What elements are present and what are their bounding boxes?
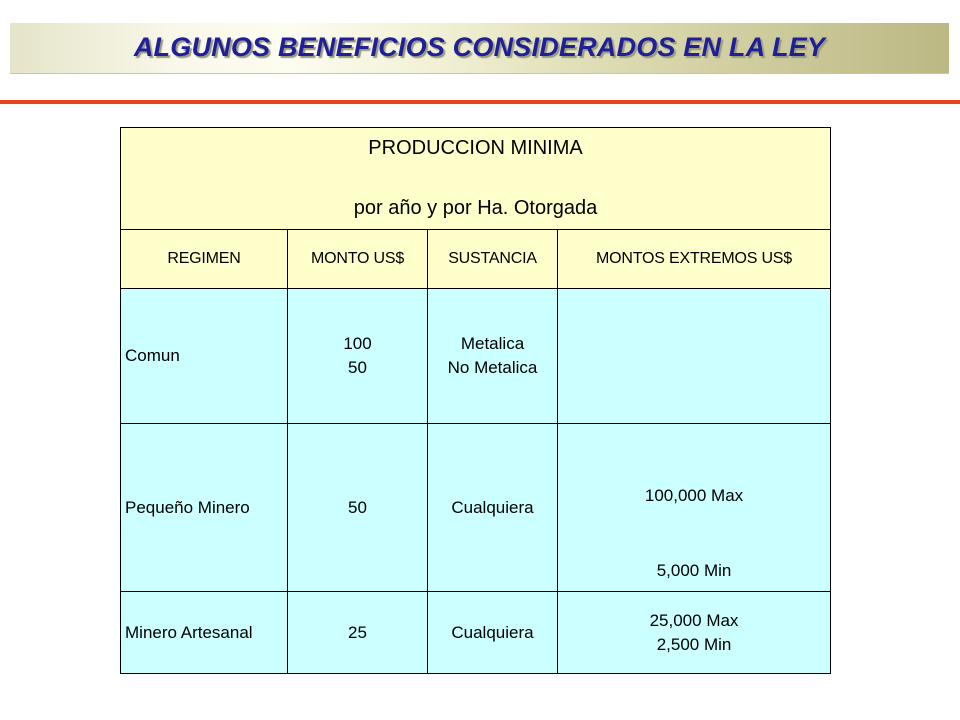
cell-sustancia: Cualquiera (428, 424, 558, 592)
sustancia-value: No Metalica (447, 358, 538, 377)
divider-rule (0, 100, 960, 104)
table-row (121, 424, 831, 592)
cell-montos-extremos (558, 592, 831, 674)
page-title: ALGUNOS BENEFICIOS CONSIDERADOS EN LA LEY (133, 32, 826, 62)
extremos-min: 5,000 Min (656, 561, 732, 580)
caption-line-2: por año y por Ha. Otorgada (353, 197, 598, 219)
extremos-max: 25,000 Max (649, 610, 739, 630)
table-row (121, 592, 831, 674)
cell-monto: 25 (288, 592, 428, 674)
cell-montos-extremos (558, 289, 831, 424)
sustancia-value: Metalica (460, 334, 525, 353)
cell-sustancia: Cualquiera (428, 592, 558, 674)
table-caption (121, 128, 831, 230)
extremos-min: 2,500 Min (656, 634, 732, 654)
production-table (120, 127, 831, 674)
column-header-row (121, 230, 831, 289)
column-header-sustancia: SUSTANCIA (428, 230, 558, 289)
cell-regimen: Pequeño Minero (121, 424, 288, 592)
cell-regimen: Minero Artesanal (121, 592, 288, 674)
cell-montos-extremos (558, 424, 831, 592)
cell-monto: 50 (288, 424, 428, 592)
cell-sustancia (428, 289, 558, 424)
cell-monto (288, 289, 428, 424)
caption-line-1: PRODUCCION MINIMA (368, 137, 583, 159)
column-header-montos-extremos: MONTOS EXTREMOS US$ (558, 230, 831, 289)
column-header-monto: MONTO US$ (288, 230, 428, 289)
title-banner (10, 23, 949, 73)
monto-value: 100 (343, 334, 372, 353)
column-header-regimen: REGIMEN (121, 230, 288, 289)
extremos-max: 100,000 Max (644, 486, 744, 505)
cell-regimen: Comun (121, 289, 288, 424)
table-row (121, 289, 831, 424)
monto-value: 50 (348, 358, 367, 377)
